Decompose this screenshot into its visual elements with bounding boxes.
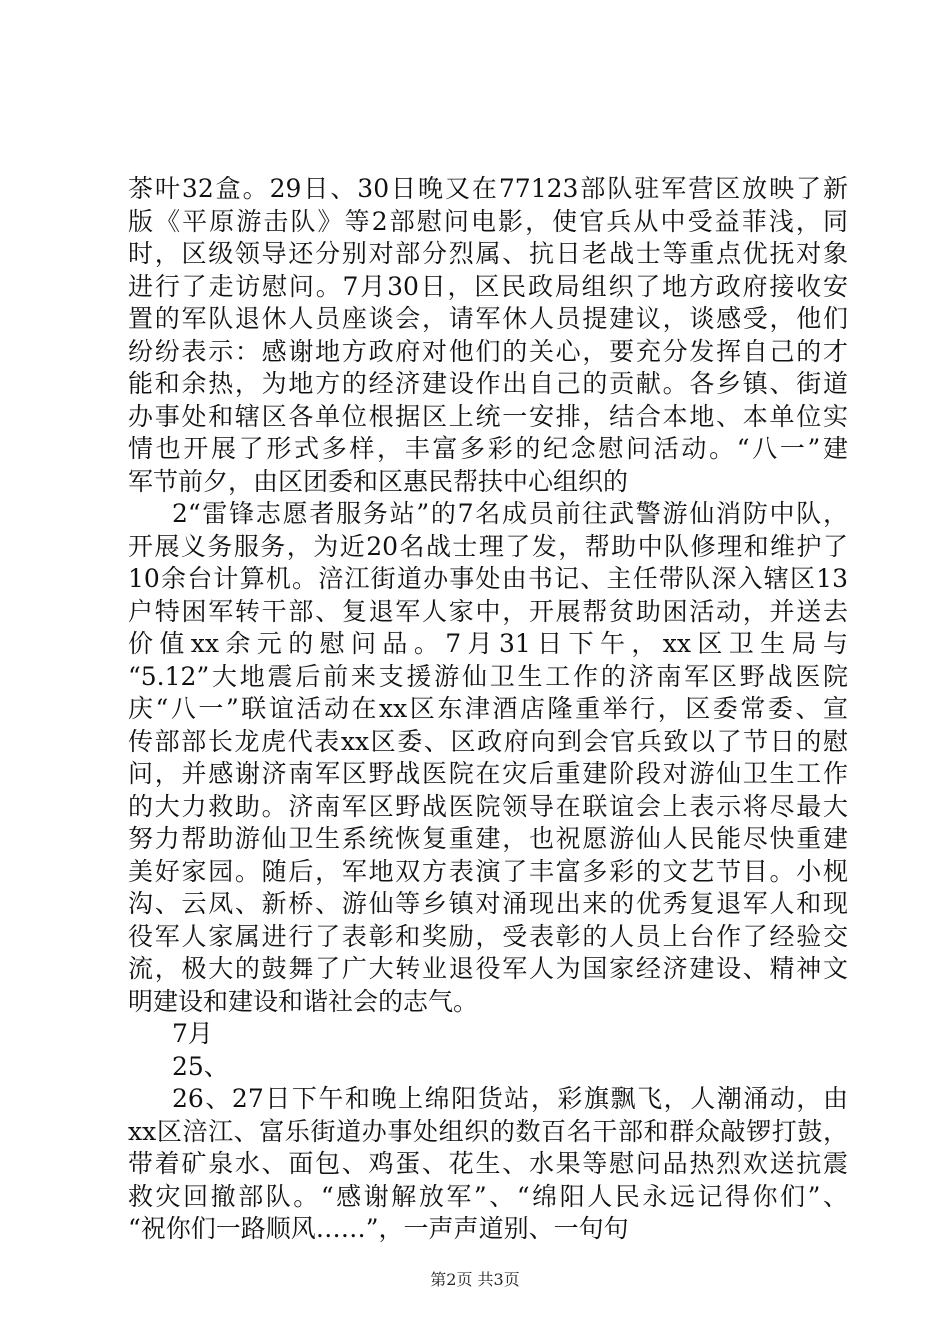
text-line: 进行了走访慰问。7月30日，区民政局组织了地方政府接收安 bbox=[128, 271, 848, 301]
text-line: 的大力救助。济南军区野战医院领导在联谊会上表示将尽最大 bbox=[128, 791, 848, 821]
text-line: 传部部长龙虎代表xx区委、区政府向到会官兵致以了节日的慰 bbox=[128, 726, 848, 756]
text-line: 纷纷表示：感谢地方政府对他们的关心，要充分发挥自己的才 bbox=[128, 336, 848, 366]
text-line: 开展义务服务，为近20名战士理了发，帮助中队修理和维护了 bbox=[128, 531, 848, 561]
text-line: 努力帮助游仙卫生系统恢复重建，也祝愿游仙人民能尽快重建 bbox=[128, 824, 848, 853]
text-line: xx区涪江、富乐街道办事处组织的数百名干部和群众敲锣打鼓， bbox=[128, 1116, 848, 1146]
text-line: 带着矿泉水、面包、鸡蛋、花生、水果等慰问品热烈欢送抗震 bbox=[128, 1149, 848, 1178]
document-body bbox=[128, 173, 848, 1246]
text-line: 流，极大的鼓舞了广大转业退役军人为国家经济建设、精神文 bbox=[128, 954, 848, 983]
text-line: 沟、云凤、新桥、游仙等乡镇对涌现出来的优秀复退军人和现 bbox=[128, 889, 848, 918]
text-line: 10余台计算机。涪江街道办事处由书记、主任带队深入辖区13 bbox=[128, 564, 848, 593]
text-line: 版《平原游击队》等2部慰问电影，使官兵从中受益菲浅，同 bbox=[128, 206, 848, 236]
text-line: 办事处和辖区各单位根据区上统一安排，结合本地、本单位实 bbox=[128, 401, 848, 431]
text-line: 茶叶32盒。29日、30日晚又在77123部队驻军营区放映了新 bbox=[128, 174, 848, 203]
text-line: 救灾回撤部队。“感谢解放军”、“绵阳人民永远记得你们”、 bbox=[128, 1181, 848, 1211]
text-line: 能和余热，为地方的经济建设作出自己的贡献。各乡镇、街道 bbox=[128, 369, 848, 398]
text-line: 庆“八一”联谊活动在xx区东津酒店隆重举行，区委常委、宣 bbox=[128, 694, 848, 723]
paragraph-first-line: 7月 bbox=[172, 1019, 213, 1048]
text-line: 美好家园。随后，军地双方表演了丰富多彩的文艺节目。小枧 bbox=[128, 856, 848, 886]
text-line: 户特困军转干部、复退军人家中，开展帮贫助困活动，并送去 bbox=[128, 596, 848, 626]
text-line: 时，区级领导还分别对部分烈属、抗日老战士等重点优抚对象 bbox=[128, 239, 848, 268]
text-line: “祝你们一路顺风……”，一声声道别、一句句 bbox=[128, 1214, 629, 1243]
text-line: “5.12”大地震后前来支援游仙卫生工作的济南军区野战医院 bbox=[128, 661, 848, 691]
text-line: 价值xx余元的慰问品。7月31日下午，xx区卫生局与 bbox=[128, 629, 848, 658]
text-line: 置的军队退休人员座谈会，请军休人员提建议，谈感受，他们 bbox=[128, 304, 848, 333]
text-line: 明建设和建设和谐社会的志气。 bbox=[128, 986, 479, 1016]
paragraph-first-line: 25、 bbox=[172, 1051, 229, 1081]
text-line: 军节前夕，由区团委和区惠民帮扶中心组织的 bbox=[128, 466, 629, 496]
text-line: 役军人家属进行了表彰和奖励，受表彰的人员上台作了经验交 bbox=[128, 921, 848, 951]
paragraph-first-line: 2“雷锋志愿者服务站”的7名成员前往武警游仙消防中队， bbox=[172, 499, 848, 528]
text-line: 情也开展了形式多样，丰富多彩的纪念慰问活动。“八一”建 bbox=[128, 434, 848, 463]
page-number-footer: 第2页 共3页 bbox=[430, 1270, 520, 1289]
paragraph-first-line: 26、27日下午和晚上绵阳货站，彩旗飘飞，人潮涌动，由 bbox=[172, 1084, 848, 1113]
text-line: 问，并感谢济南军区野战医院在灾后重建阶段对游仙卫生工作 bbox=[128, 759, 848, 788]
